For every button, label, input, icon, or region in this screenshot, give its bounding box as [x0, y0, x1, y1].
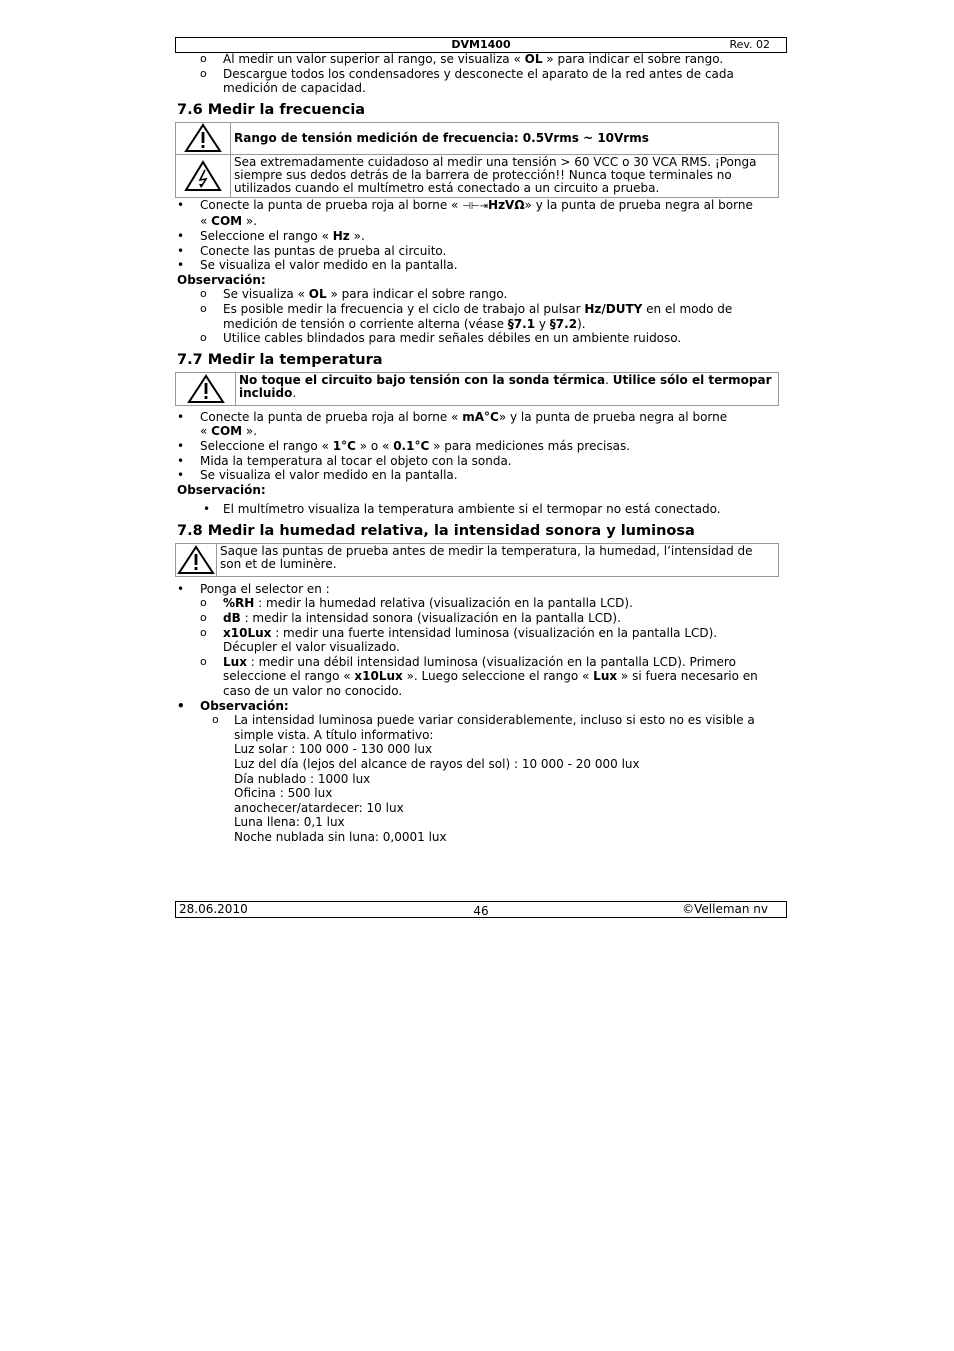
- list-item-cont: Noche nublada sin luna: 0,0001 lux: [234, 829, 447, 844]
- page-number: 46: [473, 904, 489, 918]
- warning-table-7-6: [175, 122, 779, 198]
- list-item: • El multímetro visualiza la temperatura ambiente si el termopar no está conectado.: [177, 502, 780, 517]
- list-item: o Es posible medir la frecuencia y el ciclo de trabajo al pulsar Hz/DUTY en el modo de: [177, 302, 780, 317]
- list-item: o Utilice cables blindados para medir señales débiles en un ambiente ruidoso.: [177, 331, 780, 346]
- list-item: o x10Lux : medir una fuerte intensidad luminosa (visualización en la pantalla LCD).: [177, 626, 780, 641]
- header-model: DVM1400: [451, 38, 511, 51]
- list-item-cont: caso de un valor no conocido.: [223, 684, 403, 699]
- intro-item-cont: medición de capacidad.: [223, 81, 366, 96]
- warning-text: No toque el circuito bajo tensión con la sonda térmica. Utilice sólo el termopar incluido.: [236, 372, 779, 405]
- list-item: • Se visualiza el valor medido en la pantalla.: [177, 258, 780, 273]
- list-item-cont: Día nublado : 1000 lux: [234, 771, 371, 786]
- list-item: • Mida la temperatura al tocar el objeto con la sonda.: [177, 454, 780, 469]
- footer-date: 28.06.2010: [179, 902, 248, 916]
- warning-icon-cell: [176, 372, 236, 405]
- list-item: • Conecte la punta de prueba roja al borne « ⊣⊢⇥HzVΩ» y la punta de prueba negra al borne: [177, 198, 780, 215]
- list-item-cont: « COM ».: [200, 214, 258, 229]
- observation-heading: Observación:: [177, 482, 266, 497]
- footer-copyright: ©Velleman nv: [682, 902, 768, 916]
- list-item: • Conecte las puntas de prueba al circuito.: [177, 244, 780, 259]
- list-item-cont: Luna llena: 0,1 lux: [234, 815, 345, 830]
- page-content: [177, 52, 780, 845]
- header-revision: Rev. 02: [729, 38, 770, 51]
- list-item-cont: Luz del día (lejos del alcance de rayos del sol) : 10 000 - 20 000 lux: [234, 757, 640, 771]
- page-header: [175, 37, 787, 53]
- list-item: o La intensidad luminosa puede variar considerablemente, incluso si esto no es visible a: [177, 713, 780, 728]
- warning-triangle-icon: [187, 374, 225, 404]
- list-item: • Seleccione el rango « Hz ».: [177, 229, 780, 244]
- warning-icon-cell: [176, 154, 231, 197]
- list-item-cont: anochecer/atardecer: 10 lux: [234, 800, 404, 815]
- warning-text: Rango de tensión medición de frecuencia: 0.5Vrms ~ 10Vrms: [231, 122, 779, 154]
- page-footer: [175, 901, 787, 918]
- warning-table-7-8: [175, 543, 779, 577]
- section-title-7-6: 7.6 Medir la frecuencia: [177, 101, 366, 118]
- intro-item: o Descargue todos los condensadores y desconecte el aparato de la red antes de cada: [177, 67, 780, 82]
- warning-text: Saque las puntas de prueba antes de medir la temperatura, la humedad, l’intensidad de son et de luminère.: [217, 543, 779, 576]
- warning-icon-cell: [176, 543, 217, 576]
- warning-triangle-icon: [184, 123, 222, 153]
- list-item-cont: seleccione el rango « x10Lux ». Luego seleccione el rango « Lux » si fuera necesario en: [223, 669, 758, 684]
- list-item: • Seleccione el rango « 1°C » o « 0.1°C » para mediciones más precisas.: [177, 439, 780, 454]
- list-item-cont: Luz solar : 100 000 - 130 000 lux: [234, 742, 433, 757]
- list-item-cont: Oficina : 500 lux: [234, 786, 333, 801]
- list-item-cont: Décupler el valor visualizado.: [223, 640, 400, 655]
- list-item: o %RH : medir la humedad relativa (visualización en la pantalla LCD).: [177, 596, 780, 611]
- list-item-cont: « COM ».: [200, 424, 258, 439]
- section-title-7-7: 7.7 Medir la temperatura: [177, 351, 383, 368]
- intro-item: o Al medir un valor superior al rango, se visualiza « OL » para indicar el sobre rango.: [177, 52, 780, 67]
- warning-text: Sea extremadamente cuidadoso al medir una tensión > 60 VCC o 30 VCA RMS. ¡Ponga siempre sus dedos detrás de la barrera de protección!! Nunca toque terminales no utilizados cuando el multímetro está conectado a un circuito a prueba.: [231, 154, 779, 197]
- list-item: o Se visualiza « OL » para indicar el sobre rango.: [177, 287, 780, 302]
- list-item-cont: simple vista. A título informativo:: [234, 727, 434, 742]
- list-item-cont: medición de tensión o corriente alterna (véase §7.1 y §7.2).: [223, 316, 586, 331]
- section-title-7-8: 7.8 Medir la humedad relativa, la intensidad sonora y luminosa: [177, 522, 695, 539]
- warning-triangle-icon: [177, 545, 215, 575]
- list-item: o dB : medir la intensidad sonora (visualización en la pantalla LCD).: [177, 611, 780, 626]
- warning-icon-cell: [176, 122, 231, 154]
- observation-heading: • Observación:: [177, 699, 780, 714]
- terminal-symbol-icon: ⊣⊢⇥: [462, 200, 489, 212]
- warning-table-7-7: [175, 372, 779, 406]
- list-item: • Ponga el selector en :: [177, 582, 780, 597]
- list-item: o Lux : medir una débil intensidad luminosa (visualización en la pantalla LCD). Primero: [177, 655, 780, 670]
- list-item: • Se visualiza el valor medido en la pantalla.: [177, 468, 780, 483]
- high-voltage-icon: [184, 160, 222, 192]
- observation-heading: Observación:: [177, 272, 266, 287]
- list-item: • Conecte la punta de prueba roja al borne « mA°C» y la punta de prueba negra al borne: [177, 410, 780, 425]
